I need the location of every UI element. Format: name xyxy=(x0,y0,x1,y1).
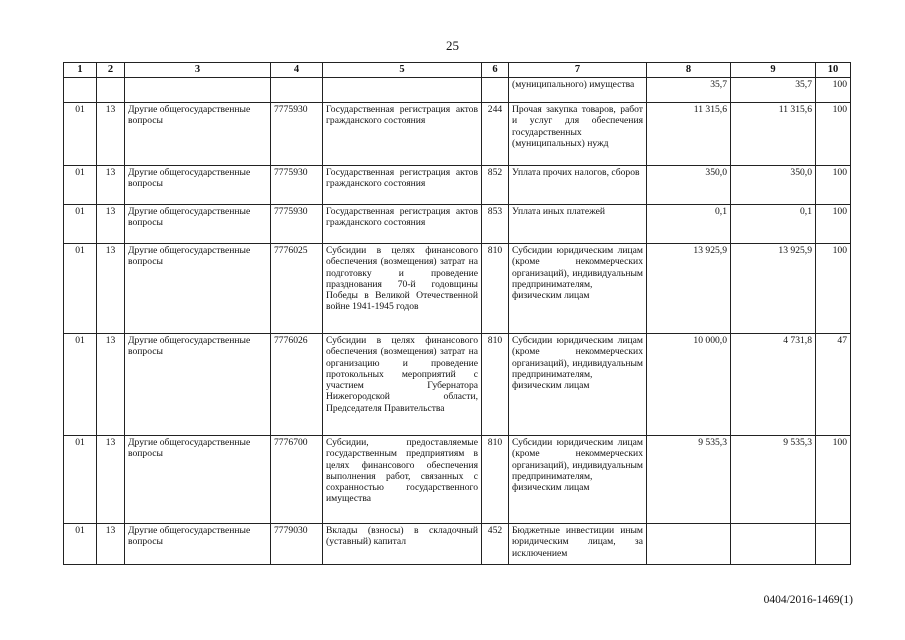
table-row xyxy=(64,205,851,244)
cell-section: 01 xyxy=(64,166,97,205)
cell-expense-type: 810 xyxy=(482,244,509,334)
cell-executed xyxy=(731,524,816,565)
cell-subsection: 13 xyxy=(97,524,125,565)
cell-target-code: 7776026 xyxy=(271,334,323,436)
column-header: 8 xyxy=(647,63,731,78)
table-row xyxy=(64,166,851,205)
cell-section: 01 xyxy=(64,205,97,244)
cell-expense-name: Бюджетные инвестиции иным юридическим лицам, за исключением xyxy=(509,524,647,565)
cell-expense-name: Субсидии юридическим лицам (кроме некоммерческих организаций), индивидуальным предпринимателям, физическим лицам xyxy=(509,436,647,524)
column-header: 5 xyxy=(323,63,482,78)
cell-subsection: 13 xyxy=(97,166,125,205)
cell-target-name: Субсидии в целях финансового обеспечения (возмещения) затрат на подготовку и проведение празднования 70-й годовщины Победы в Великой Отечественной войне 1941-1945 годов xyxy=(323,244,482,334)
cell-section-name: Другие общегосударственные вопросы xyxy=(125,436,271,524)
cell-target-code xyxy=(271,78,323,103)
table-row xyxy=(64,78,851,103)
cell-target-name: Государственная регистрация актов гражданского состояния xyxy=(323,103,482,166)
column-header: 7 xyxy=(509,63,647,78)
cell-planned xyxy=(647,524,731,565)
column-header: 10 xyxy=(816,63,851,78)
cell-target-name: Субсидии в целях финансового обеспечения (возмещения) затрат на организацию и проведение протокольных мероприятий с участием Губернатора Нижегородской области, Председателя Правительства xyxy=(323,334,482,436)
cell-section: 01 xyxy=(64,524,97,565)
column-header: 3 xyxy=(125,63,271,78)
cell-executed: 350,0 xyxy=(731,166,816,205)
cell-target-name xyxy=(323,78,482,103)
cell-executed: 11 315,6 xyxy=(731,103,816,166)
cell-planned: 35,7 xyxy=(647,78,731,103)
cell-expense-name: Субсидии юридическим лицам (кроме некоммерческих организаций), индивидуальным предпринимателям, физическим лицам xyxy=(509,244,647,334)
cell-planned: 9 535,3 xyxy=(647,436,731,524)
cell-percent: 100 xyxy=(816,205,851,244)
cell-percent xyxy=(816,524,851,565)
cell-percent: 100 xyxy=(816,103,851,166)
cell-planned: 11 315,6 xyxy=(647,103,731,166)
cell-percent: 100 xyxy=(816,166,851,205)
cell-expense-name: (муниципального) имущества xyxy=(509,78,647,103)
cell-section-name: Другие общегосударственные вопросы xyxy=(125,166,271,205)
table-row xyxy=(64,103,851,166)
cell-section xyxy=(64,78,97,103)
column-header: 4 xyxy=(271,63,323,78)
cell-section-name: Другие общегосударственные вопросы xyxy=(125,244,271,334)
cell-executed: 13 925,9 xyxy=(731,244,816,334)
cell-expense-type: 810 xyxy=(482,334,509,436)
document-code: 0404/2016-1469(1) xyxy=(763,594,853,606)
cell-subsection: 13 xyxy=(97,334,125,436)
cell-target-code: 7776700 xyxy=(271,436,323,524)
cell-percent: 100 xyxy=(816,436,851,524)
cell-executed: 9 535,3 xyxy=(731,436,816,524)
cell-expense-type: 244 xyxy=(482,103,509,166)
cell-expense-type: 853 xyxy=(482,205,509,244)
cell-target-name: Государственная регистрация актов гражданского состояния xyxy=(323,205,482,244)
page-number: 25 xyxy=(446,38,459,53)
cell-executed: 35,7 xyxy=(731,78,816,103)
cell-target-code: 7779030 xyxy=(271,524,323,565)
cell-target-code: 7775930 xyxy=(271,205,323,244)
column-header: 9 xyxy=(731,63,816,78)
cell-target-name: Субсидии, предоставляемые государственным предприятиям в целях финансового обеспечения выполнения работ, связанных с сохранностью государственного имущества xyxy=(323,436,482,524)
table-row xyxy=(64,524,851,565)
cell-subsection: 13 xyxy=(97,436,125,524)
budget-table xyxy=(63,62,851,565)
cell-section: 01 xyxy=(64,103,97,166)
cell-expense-type: 852 xyxy=(482,166,509,205)
cell-executed: 0,1 xyxy=(731,205,816,244)
cell-target-name: Вклады (взносы) в складочный (уставный) капитал xyxy=(323,524,482,565)
cell-section-name: Другие общегосударственные вопросы xyxy=(125,103,271,166)
cell-subsection: 13 xyxy=(97,103,125,166)
column-header: 1 xyxy=(64,63,97,78)
cell-expense-type: 810 xyxy=(482,436,509,524)
cell-expense-name: Прочая закупка товаров, работ и услуг для обеспечения государственных (муниципальных) нужд xyxy=(509,103,647,166)
cell-expense-name: Уплата прочих налогов, сборов xyxy=(509,166,647,205)
cell-target-name: Государственная регистрация актов гражданского состояния xyxy=(323,166,482,205)
cell-target-code: 7776025 xyxy=(271,244,323,334)
cell-planned: 0,1 xyxy=(647,205,731,244)
cell-expense-type: 452 xyxy=(482,524,509,565)
cell-section: 01 xyxy=(64,244,97,334)
table-row xyxy=(64,244,851,334)
cell-percent: 100 xyxy=(816,78,851,103)
cell-executed: 4 731,8 xyxy=(731,334,816,436)
table-header-row xyxy=(64,63,851,78)
cell-subsection: 13 xyxy=(97,205,125,244)
cell-section: 01 xyxy=(64,436,97,524)
cell-percent: 47 xyxy=(816,334,851,436)
cell-expense-name: Субсидии юридическим лицам (кроме некоммерческих организаций), индивидуальным предпринимателям, физическим лицам xyxy=(509,334,647,436)
cell-target-code: 7775930 xyxy=(271,103,323,166)
cell-subsection: 13 xyxy=(97,244,125,334)
cell-planned: 10 000,0 xyxy=(647,334,731,436)
cell-section: 01 xyxy=(64,334,97,436)
table-row xyxy=(64,436,851,524)
cell-expense-name: Уплата иных платежей xyxy=(509,205,647,244)
cell-section-name: Другие общегосударственные вопросы xyxy=(125,524,271,565)
column-header: 6 xyxy=(482,63,509,78)
cell-planned: 13 925,9 xyxy=(647,244,731,334)
cell-expense-type xyxy=(482,78,509,103)
cell-planned: 350,0 xyxy=(647,166,731,205)
cell-section-name xyxy=(125,78,271,103)
cell-section-name: Другие общегосударственные вопросы xyxy=(125,205,271,244)
cell-percent: 100 xyxy=(816,244,851,334)
cell-subsection xyxy=(97,78,125,103)
cell-target-code: 7775930 xyxy=(271,166,323,205)
table-row xyxy=(64,334,851,436)
cell-section-name: Другие общегосударственные вопросы xyxy=(125,334,271,436)
column-header: 2 xyxy=(97,63,125,78)
